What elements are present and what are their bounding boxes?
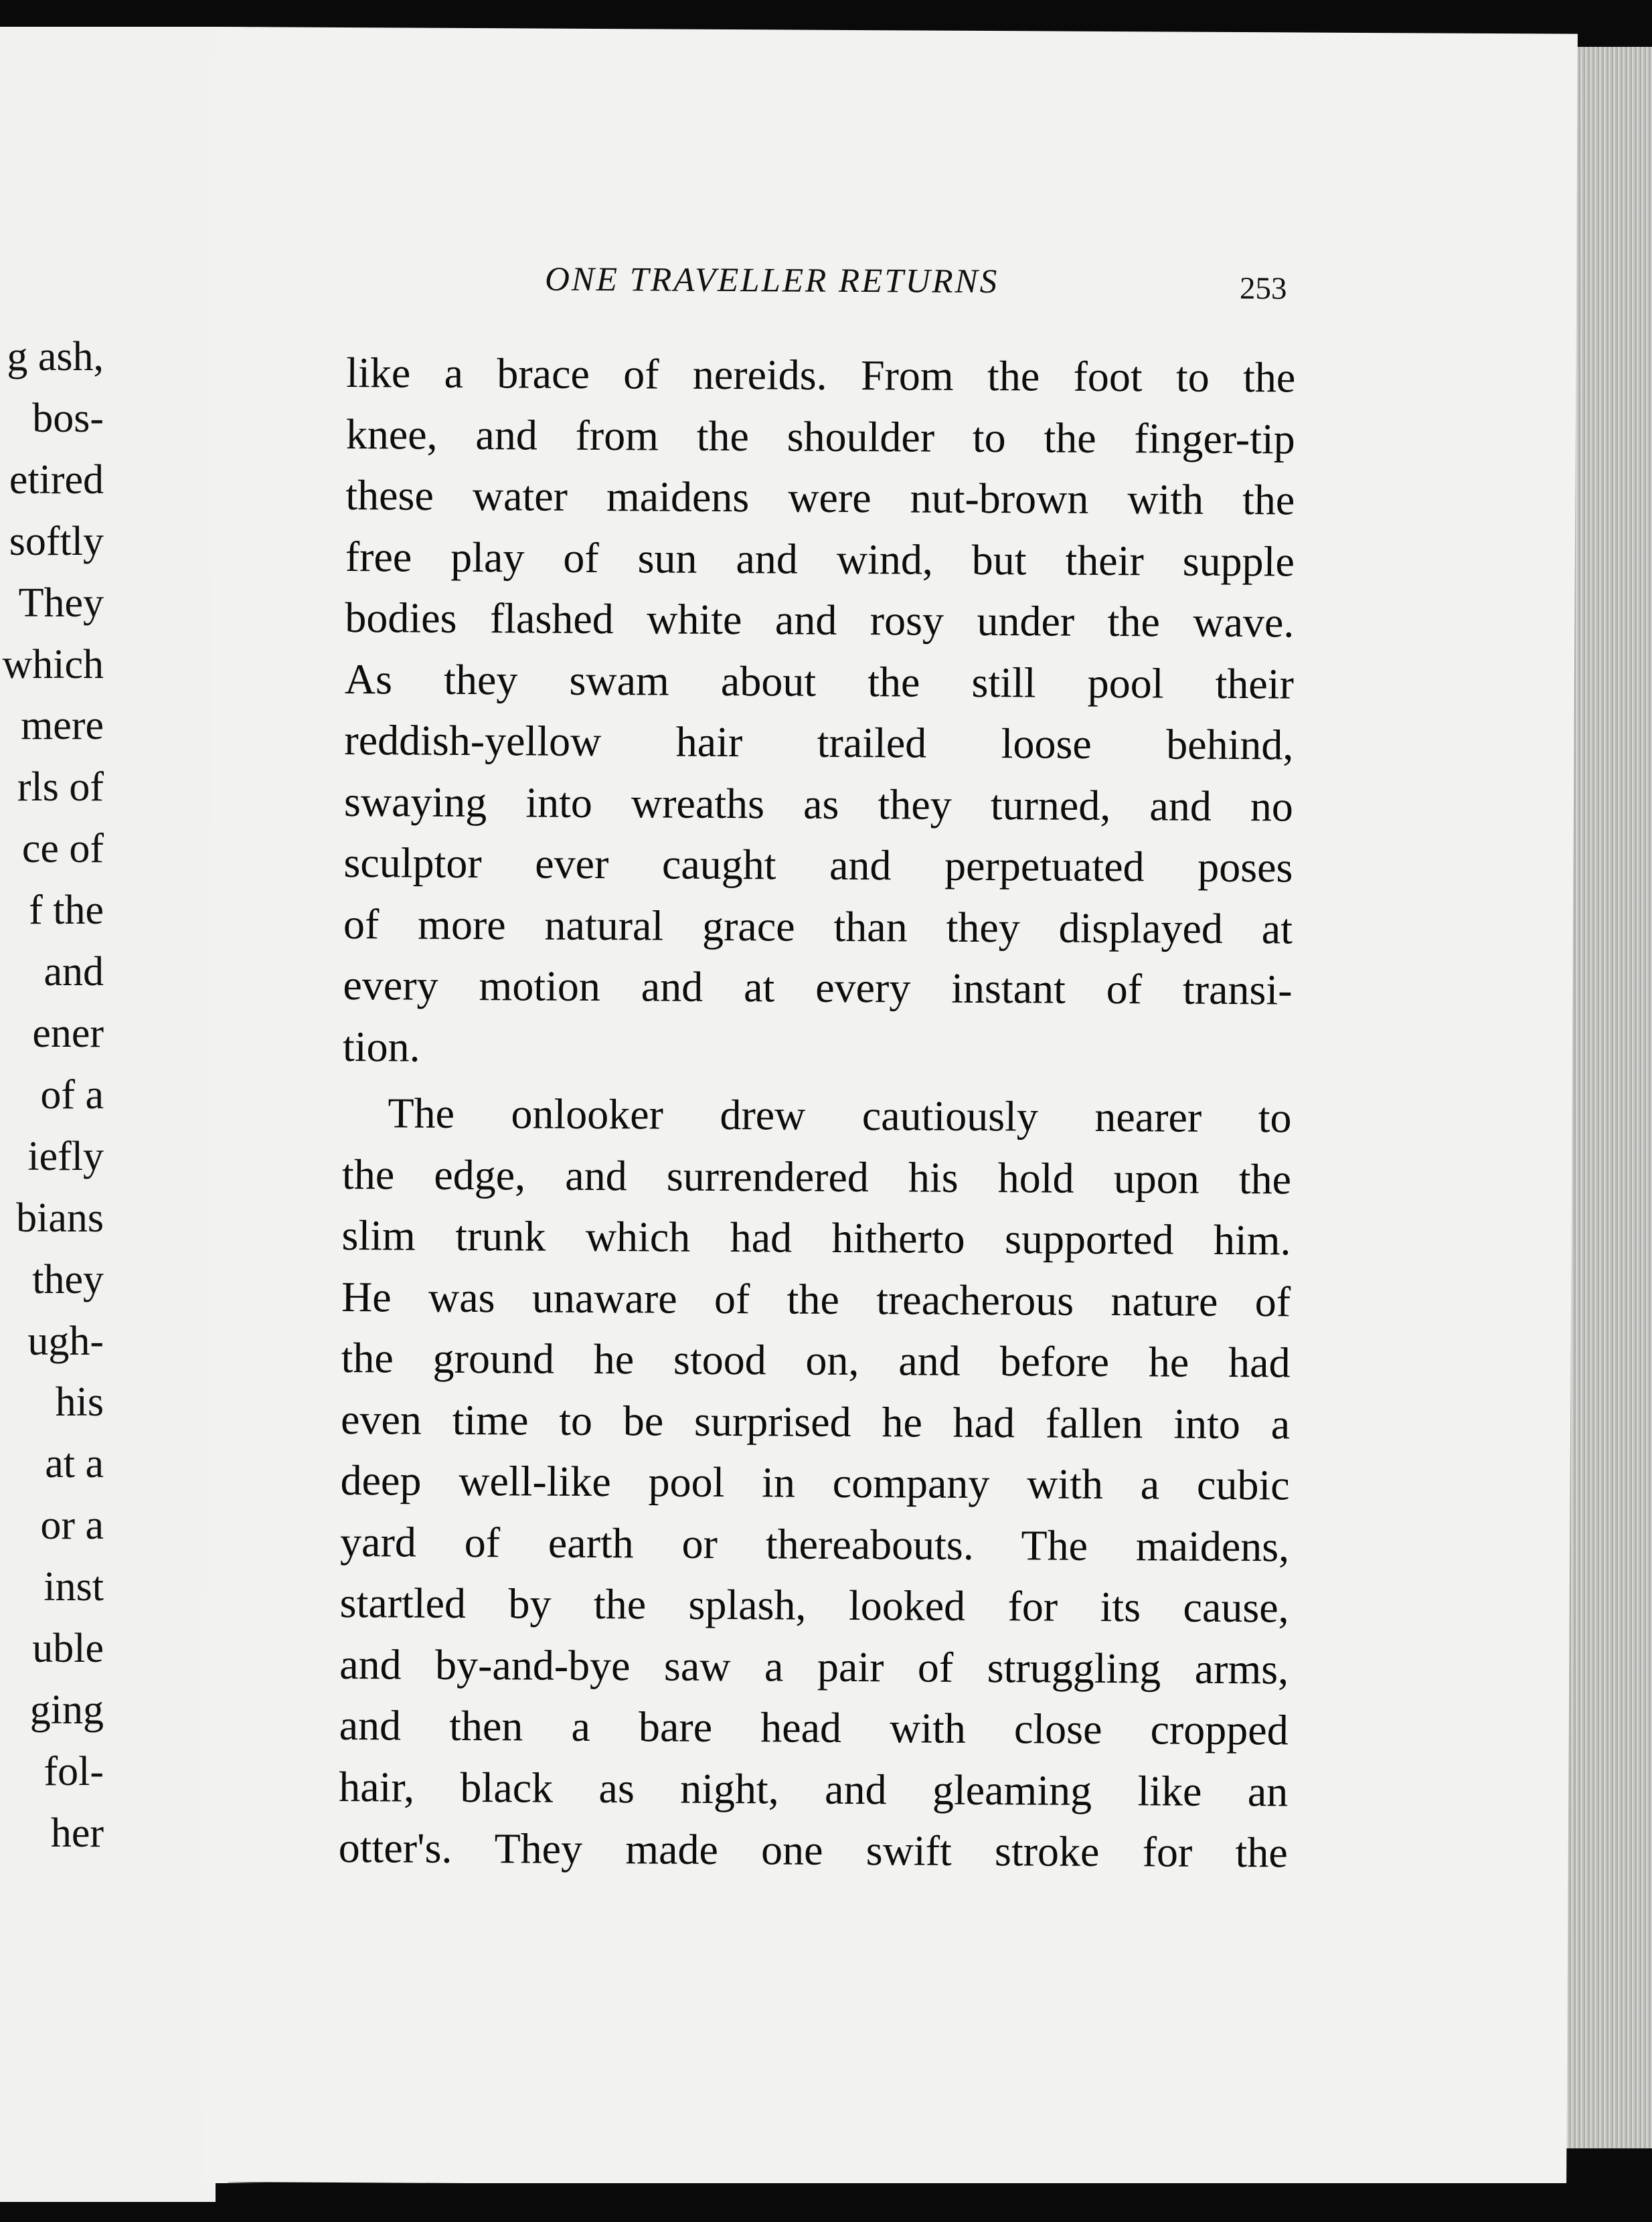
text-line: even time to be surprised he had fallen into a [340, 1395, 1291, 1448]
text-line: slim trunk which had hitherto supported him. [341, 1211, 1291, 1264]
body-text [339, 342, 1296, 1883]
left-line: bians [16, 1195, 104, 1241]
text-line: the ground he stood on, and before he had [341, 1334, 1291, 1387]
text-line: yard of earth or thereabouts. The maidens, [339, 1517, 1290, 1570]
left-line: etired [9, 456, 104, 503]
text-line: and then a bare head with close cropped [339, 1701, 1289, 1754]
text-line: every motion and at every instant of transi- [343, 961, 1293, 1014]
left-line: of a [40, 1072, 104, 1118]
paragraph [339, 1082, 1292, 1883]
text-line: of more natural grace than they displayed at [343, 900, 1293, 952]
left-line: iefly [27, 1133, 104, 1179]
text-line: these water maidens were nut-brown with the [345, 471, 1295, 524]
text-line: the edge, and surrendered his hold upon the [341, 1150, 1292, 1203]
left-line: which [2, 641, 104, 687]
left-line: inst [44, 1564, 104, 1610]
left-line: at a [45, 1441, 104, 1487]
text-line: tion. [342, 1022, 420, 1071]
bottom-shadow [216, 2183, 1588, 2222]
text-line: like a brace of nereids. From the foot to the [346, 349, 1296, 402]
left-line: uble [32, 1626, 104, 1672]
text-line: He was unaware of the treacherous nature of [341, 1272, 1291, 1325]
text-line: swaying into wreaths as they turned, and no [343, 777, 1294, 830]
left-line: his [55, 1379, 104, 1426]
paragraph [343, 342, 1296, 1082]
right-page [204, 27, 1578, 2189]
left-line: bos- [32, 395, 104, 441]
text-line: hair, black as night, and gleaming like an [339, 1762, 1289, 1815]
left-line: rls of [17, 764, 104, 810]
left-line: and [44, 949, 104, 995]
text-line: The onlooker drew cautiously nearer to [388, 1089, 1292, 1142]
text-line: otter's. They made one swift stroke for the [338, 1824, 1288, 1877]
left-line: ce of [21, 826, 104, 872]
left-line: ging [29, 1687, 104, 1733]
left-line: They [18, 580, 104, 626]
page-number: 253 [1239, 271, 1287, 307]
text-line: sculptor ever caught and perpetuated poses [343, 839, 1293, 891]
left-page-text [0, 327, 104, 1865]
text-line: As they swam about the still pool their [344, 655, 1295, 707]
left-line: ener [32, 1010, 104, 1056]
text-line: and by-and-bye saw a pair of struggling arms, [339, 1640, 1289, 1693]
text-line: free play of sun and wind, but their supple [345, 532, 1295, 585]
text-line: deep well-like pool in company with a cubic [340, 1456, 1290, 1509]
left-line: they [32, 1256, 104, 1302]
left-line: softly [9, 518, 104, 564]
left-line: or a [40, 1503, 104, 1549]
left-line: her [50, 1810, 104, 1856]
left-line: g ash, [7, 334, 104, 379]
running-head: ONE TRAVELLER RETURNS [544, 260, 999, 301]
text-line: reddish-yellow hair trailed loose behind, [344, 716, 1294, 769]
text-line: knee, and from the shoulder to the finger-tip [345, 410, 1295, 462]
left-line: fol- [44, 1748, 104, 1794]
left-line: mere [21, 703, 104, 749]
text-line: startled by the splash, looked for its cause, [339, 1579, 1289, 1632]
left-line: ugh- [27, 1318, 104, 1364]
left-line: f the [29, 887, 104, 934]
text-line: bodies flashed white and rosy under the wave. [345, 594, 1295, 647]
